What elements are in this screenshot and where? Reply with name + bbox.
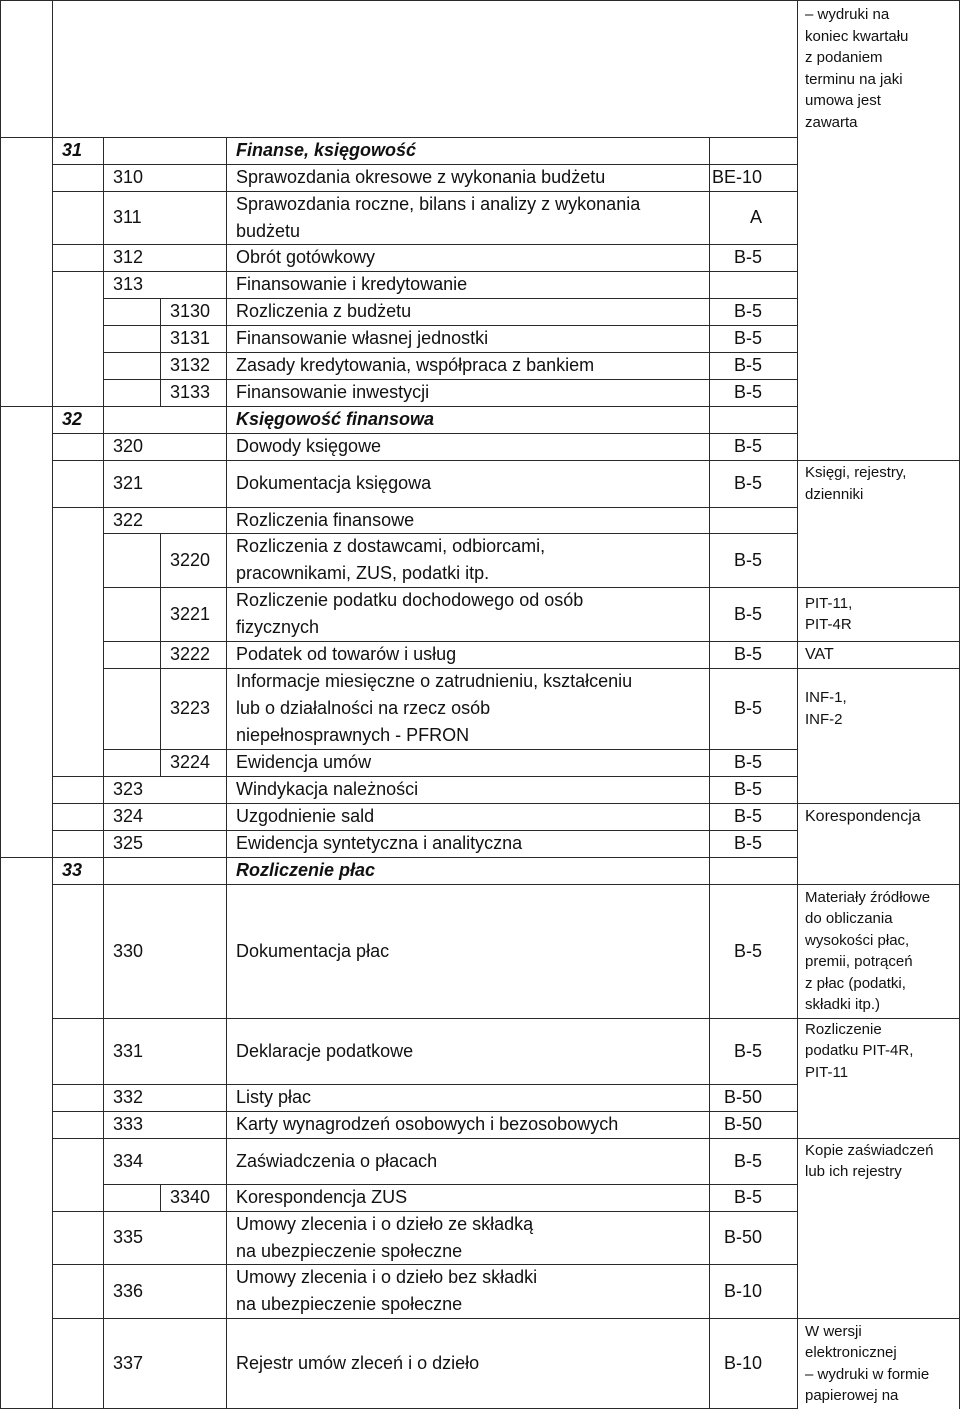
rule: [103, 1138, 104, 1184]
rule: [226, 803, 227, 830]
row-note: Księgi, rejestry,: [805, 464, 907, 481]
row-code: 323: [113, 779, 144, 799]
top-note-line: z podaniem: [805, 49, 883, 66]
row-label: Dowody księgowe: [236, 436, 382, 456]
row-label: Karty wynagrodzeń osobowych i bezosobowych: [236, 1114, 619, 1134]
row-label: Sprawozdania roczne, bilans i analizy z wykonania: [236, 193, 641, 214]
rule: [103, 191, 104, 244]
top-note-line: umowa jest: [805, 92, 881, 109]
rule: [103, 1084, 104, 1111]
row-note: lub ich rejestry: [805, 1163, 902, 1180]
rule: [103, 668, 104, 749]
rule: [103, 749, 104, 776]
rule: [103, 1318, 104, 1409]
row-label: Deklaracje podatkowe: [236, 1040, 414, 1061]
row-label: Podatek od towarów i usług: [236, 644, 457, 664]
rule: [797, 884, 959, 885]
row-note: wysokości płac,: [805, 931, 910, 949]
rule: [103, 1211, 104, 1264]
rule: [52, 1138, 797, 1139]
rule: [103, 533, 104, 587]
rule: [103, 884, 104, 1018]
rule: [226, 298, 227, 325]
rule: [226, 776, 227, 803]
row-code: 3132: [170, 355, 211, 375]
row-code: 3131: [170, 328, 211, 348]
rule: [103, 379, 104, 406]
top-note-line: – wydruki na: [805, 6, 890, 23]
rule: [226, 325, 227, 352]
row-note: Korespondencja: [805, 808, 921, 825]
row-code: 324: [113, 806, 144, 826]
rule: [103, 164, 104, 191]
rule: [103, 1184, 104, 1211]
top-note-line: terminu na jaki: [805, 70, 903, 88]
rule: [103, 1018, 104, 1084]
row-category: B-5: [733, 382, 762, 402]
row-category: B-5: [733, 940, 762, 961]
row-category: B-10: [723, 1353, 762, 1373]
row-category: B-5: [733, 752, 762, 772]
row-label: Zasady kredytowania, współpraca z bankiem: [236, 355, 595, 375]
row-category: B-5: [733, 644, 762, 664]
row-code: 3130: [170, 301, 211, 321]
row-label: Ewidencja syntetyczna i analityczna: [236, 833, 523, 853]
rule: [52, 244, 797, 245]
row-note: PIT-4R: [805, 616, 852, 633]
rule: [226, 641, 227, 668]
rule: [226, 1211, 227, 1264]
rule: [103, 641, 104, 668]
row-code: 3223: [170, 698, 211, 718]
rule: [160, 325, 161, 352]
rule: [226, 749, 227, 776]
rule: [226, 460, 227, 507]
rule: [103, 406, 104, 433]
rule: [52, 1084, 797, 1085]
row-code: 321: [113, 473, 144, 493]
row-code: 332: [113, 1087, 144, 1107]
row-code: 337: [113, 1353, 144, 1373]
row-category: BE-10: [711, 167, 762, 187]
rule: [226, 379, 227, 406]
row-note: INF-1,: [805, 689, 847, 706]
row-label: Dokumentacja płac: [236, 940, 390, 961]
row-note: PIT-11,: [805, 594, 853, 612]
row-label: Windykacja należności: [236, 779, 419, 799]
row-note: W wersji: [805, 1322, 862, 1340]
rule: [103, 830, 104, 857]
row-code: 310: [113, 167, 144, 187]
row-label: Księgowość finansowa: [236, 409, 435, 429]
rule: [103, 857, 104, 884]
row-label: Sprawozdania okresowe z wykonania budżetu: [236, 167, 606, 187]
row-note: – wydruki w formie: [805, 1365, 930, 1383]
rule: [0, 857, 797, 858]
row-label: Rozliczenia finansowe: [236, 509, 415, 530]
row-label: Finanse, księgowość: [236, 140, 417, 160]
rule: [226, 433, 227, 460]
rule: [226, 857, 227, 884]
rule: [52, 1318, 797, 1319]
row-label: lub o działalności na rzecz osób: [236, 698, 491, 718]
rule: [160, 587, 161, 641]
row-code: 3133: [170, 382, 211, 402]
row-code: 325: [113, 833, 144, 853]
row-label: fizycznych: [236, 617, 320, 637]
row-category: B-50: [723, 1087, 762, 1107]
rule: [709, 507, 710, 533]
row-code: 335: [113, 1227, 144, 1247]
rule: [103, 776, 104, 803]
row-label: Rozliczenie podatku dochodowego od osób: [236, 590, 584, 610]
row-code: 334: [113, 1150, 144, 1171]
row-note: premii, potrąceń: [805, 953, 913, 970]
row-note: do obliczania: [805, 910, 893, 927]
row-note: z płac (podatki,: [805, 974, 906, 992]
row-code: 311: [113, 207, 142, 227]
rule: [103, 803, 104, 830]
rule: [160, 641, 161, 668]
rule: [226, 507, 227, 533]
row-code: 32: [62, 409, 83, 429]
rule: [52, 776, 797, 777]
row-code: 322: [113, 509, 144, 530]
rule: [226, 271, 227, 298]
row-code: 31: [62, 140, 83, 160]
rule: [103, 298, 104, 325]
rule: [103, 325, 104, 352]
row-code: 3224: [170, 752, 211, 772]
rule: [226, 1111, 227, 1138]
row-category: B-50: [723, 1227, 762, 1247]
row-label: Rozliczenia z budżetu: [236, 301, 412, 321]
row-label: Ewidencja umów: [236, 752, 372, 772]
rule: [226, 1018, 227, 1084]
row-label: Umowy zlecenia i o dzieło ze składką: [236, 1213, 534, 1234]
row-code: 331: [113, 1040, 144, 1061]
row-code: 312: [113, 247, 144, 267]
rule: [103, 1111, 104, 1138]
row-category: B-5: [733, 549, 762, 570]
rule: [226, 352, 227, 379]
row-code: 3220: [170, 549, 211, 570]
row-category: B-5: [733, 1187, 762, 1207]
row-category: B-5: [733, 355, 762, 375]
row-note: papierowej na: [805, 1387, 899, 1404]
row-category: A: [749, 207, 762, 227]
row-note: PIT-11: [805, 1063, 849, 1081]
rule: [797, 0, 798, 1409]
row-label: Rozliczenia z dostawcami, odbiorcami,: [236, 536, 546, 556]
row-note: elektronicznej: [805, 1344, 897, 1361]
row-code: 320: [113, 436, 144, 456]
row-note: składki itp.): [805, 996, 881, 1013]
row-category: B-50: [723, 1114, 762, 1134]
row-label: Finansowanie własnej jednostki: [236, 328, 489, 348]
row-note: podatku PIT-4R,: [805, 1042, 914, 1060]
row-label: niepełnosprawnych - PFRON: [236, 725, 470, 745]
row-label: Informacje miesięczne o zatrudnieniu, kształceniu: [236, 671, 633, 691]
rule: [709, 857, 710, 884]
rule: [797, 668, 959, 669]
rule: [160, 379, 161, 406]
rule: [0, 0, 959, 1]
rule: [709, 271, 710, 298]
row-note: VAT: [805, 646, 834, 663]
rule: [103, 507, 104, 533]
row-code: 333: [113, 1114, 144, 1134]
rule: [52, 803, 797, 804]
rule: [709, 137, 710, 164]
top-note-line: koniec kwartału: [805, 27, 909, 45]
rule: [709, 406, 710, 433]
rule: [226, 244, 227, 271]
row-note: Kopie zaświadczeń: [805, 1141, 934, 1159]
rule: [103, 587, 104, 641]
rule: [226, 406, 227, 433]
row-category: B-10: [723, 1280, 762, 1301]
row-code: 313: [113, 274, 144, 294]
rule: [52, 507, 797, 508]
row-label: Uzgodnienie sald: [236, 806, 375, 826]
rule: [226, 830, 227, 857]
row-label: Umowy zlecenia i o dzieło bez składki: [236, 1267, 538, 1287]
row-label: Finansowanie i kredytowanie: [236, 274, 468, 294]
row-category: B-5: [733, 301, 762, 321]
row-category: B-5: [733, 1150, 762, 1171]
top-note-line: zawarta: [805, 113, 858, 131]
rule: [226, 164, 227, 191]
rule: [52, 433, 797, 434]
row-label: na ubezpieczenie społeczne: [236, 1240, 463, 1261]
row-label: Korespondencja ZUS: [236, 1187, 408, 1207]
row-code: 3340: [170, 1187, 211, 1207]
rule: [52, 0, 53, 1409]
row-category: B-5: [733, 1040, 762, 1061]
rule: [103, 1264, 104, 1318]
row-note: Materiały źródłowe: [805, 888, 931, 906]
rule: [160, 533, 161, 587]
row-category: B-5: [733, 436, 762, 456]
rule: [797, 1318, 959, 1319]
row-note: dzienniki: [805, 485, 864, 503]
row-label: Zaświadczenia o płacach: [236, 1150, 438, 1171]
rule: [103, 433, 104, 460]
row-label: na ubezpieczenie społeczne: [236, 1294, 463, 1314]
row-label: Obrót gotówkowy: [236, 247, 376, 267]
row-category: B-5: [733, 833, 762, 853]
row-label: Listy płac: [236, 1087, 312, 1107]
row-category: B-5: [733, 779, 762, 799]
row-label: Finansowanie inwestycji: [236, 382, 430, 402]
rule: [797, 460, 959, 461]
rule: [160, 298, 161, 325]
rule: [52, 460, 797, 461]
row-category: B-5: [733, 698, 762, 718]
rule: [52, 1018, 797, 1019]
rule: [226, 533, 227, 587]
row-category: B-5: [733, 603, 762, 624]
row-label: pracownikami, ZUS, podatki itp.: [236, 563, 490, 583]
row-code: 3221: [170, 603, 211, 624]
row-category: B-5: [733, 806, 762, 826]
rule: [226, 587, 227, 641]
rule: [160, 668, 161, 749]
rule: [226, 1318, 227, 1409]
rule: [52, 884, 797, 885]
row-code: 33: [62, 860, 83, 880]
row-code: 336: [113, 1280, 144, 1301]
rule: [226, 668, 227, 749]
rule: [797, 587, 959, 588]
rule: [226, 884, 227, 1018]
rule: [103, 352, 104, 379]
row-category: B-5: [733, 247, 762, 267]
row-category: B-5: [733, 473, 762, 493]
rule: [160, 749, 161, 776]
row-code: 3222: [170, 644, 211, 664]
rule: [103, 271, 104, 298]
rule: [103, 460, 104, 507]
rule: [103, 244, 104, 271]
rule: [226, 1264, 227, 1318]
row-code: 330: [113, 940, 144, 961]
rule: [226, 1084, 227, 1111]
rule: [226, 137, 227, 164]
rule: [226, 1184, 227, 1211]
rule: [0, 0, 1, 1409]
row-label: Dokumentacja księgowa: [236, 473, 432, 493]
row-note: INF-2: [805, 710, 843, 728]
rule: [226, 191, 227, 244]
rule: [226, 1138, 227, 1184]
rule: [160, 1184, 161, 1211]
row-label: Rejestr umów zleceń i o dzieło: [236, 1353, 480, 1373]
row-category: B-5: [733, 328, 762, 348]
rule: [160, 352, 161, 379]
row-label: Rozliczenie płac: [236, 860, 376, 880]
rule: [103, 137, 104, 164]
row-label: budżetu: [236, 220, 301, 241]
row-note: Rozliczenie: [805, 1020, 882, 1038]
